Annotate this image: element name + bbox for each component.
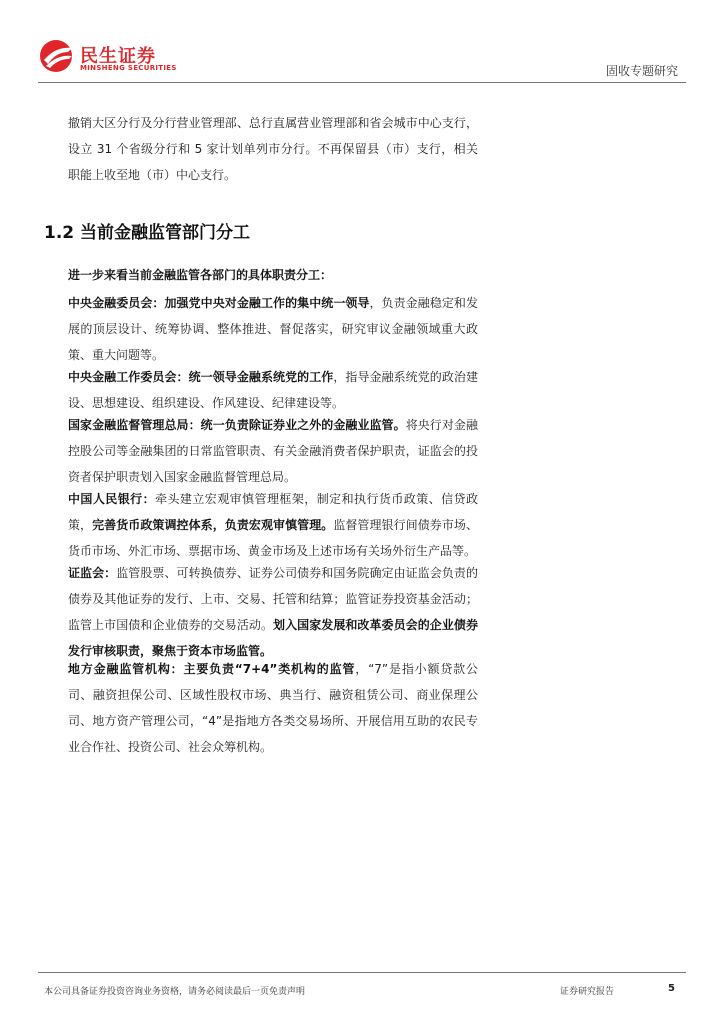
logo-english-text: MINSHENG SECURITIES xyxy=(80,64,177,72)
section-lead-block xyxy=(68,262,478,288)
header-divider xyxy=(38,82,686,83)
item-bold-text: 中央金融工作委员会：统一领导金融系统党的工作 xyxy=(68,370,334,384)
item-text: 牵头建立宏观审慎管理框架，制定和执行货币政策、信贷政策， xyxy=(68,492,478,532)
item-bold-text-2: 划入国家发展和改革委员会的企业债券发行审核职责，聚焦于资本市场监管。 xyxy=(68,618,478,658)
item-paragraph xyxy=(68,560,478,664)
item-text-2: 监督管理银行间债券市场、货币市场、外汇市场、票据市场、黄金市场及上述市场有关场外衍生产品等。 xyxy=(68,518,478,558)
footer-disclaimer: 本公司具备证券投资咨询业务资格，请务必阅读最后一页免责声明 xyxy=(44,987,306,997)
item-text: ，负责金融稳定和发展的顶层设计、统筹协调、整体推进、督促落实，研究审议金融领域重大政策、重大问题等。 xyxy=(68,296,478,362)
report-type-label: 固收专题研究 xyxy=(605,64,678,78)
item-bold-text: 中央金融委员会：加强党中央对金融工作的集中统一领导 xyxy=(68,296,370,310)
footer-divider xyxy=(38,972,686,973)
company-logo xyxy=(38,38,198,78)
item-paragraph xyxy=(68,412,478,490)
item-bold-text: 国家金融监督管理总局：统一负责除证券业之外的金融业监管。 xyxy=(68,418,406,432)
item-paragraph xyxy=(68,364,478,416)
item-local-regulators xyxy=(68,656,478,760)
section-lead xyxy=(68,262,478,288)
item-pboc xyxy=(68,486,478,564)
section-lead-text: 进一步来看当前金融监管各部门的具体职责分工： xyxy=(68,268,333,282)
page-header xyxy=(0,0,724,84)
item-bold-text: 地方金融监管机构：主要负责“7+4”类机构的监管 xyxy=(68,662,356,676)
intro-block xyxy=(68,110,478,188)
item-central-financial-commission xyxy=(68,290,478,368)
section-heading: 1.2 当前金融监管部门分工 xyxy=(44,223,251,243)
item-bold-text-2: 完善货币政策调控体系，负责宏观审慎管理。 xyxy=(92,518,334,532)
item-csrc xyxy=(68,560,478,664)
logo-mark-icon xyxy=(38,38,76,74)
item-text: 监管股票、可转换债券、证券公司债券和国务院确定由证监会负责的债券及其他证券的发行、上市、交易、托管和结算；监管证券投资基金活动；监管上市国债和企业债券的交易活动。 xyxy=(68,566,478,632)
logo-chinese-text: 民生证券 xyxy=(80,46,156,67)
page-number: 5 xyxy=(668,983,675,994)
item-paragraph xyxy=(68,486,478,564)
item-nfra xyxy=(68,412,478,490)
item-central-financial-work-committee xyxy=(68,364,478,416)
item-text: 将央行对金融控股公司等金融集团的日常监管职责、有关金融消费者保护职责，证监会的投资者保护职责划入国家金融监督管理总局。 xyxy=(68,418,478,484)
item-paragraph xyxy=(68,656,478,760)
item-paragraph xyxy=(68,290,478,368)
item-bold-text: 中国人民银行： xyxy=(68,492,156,506)
intro-paragraph: 撤销大区分行及分行营业管理部、总行直属营业管理部和省会城市中心支行，设立 31 个省级分行和 5 家计划单列市分行。不再保留县（市）支行，相关职能上收至地（市）中心支行。 xyxy=(68,116,478,182)
item-text: ，指导金融系统党的政治建设、思想建设、组织建设、作风建设、纪律建设等。 xyxy=(68,370,478,410)
item-bold-text: 证监会： xyxy=(68,566,117,580)
footer-doc-type: 证券研究报告 xyxy=(560,987,615,997)
item-text: ，“7”是指小额贷款公司、融资担保公司、区域性股权市场、典当行、融资租赁公司、商业保理公司、地方资产管理公司，“4”是指地方各类交易场所、开展信用互助的农民专业合作社、投资公司、社会众筹机构。 xyxy=(68,662,479,754)
